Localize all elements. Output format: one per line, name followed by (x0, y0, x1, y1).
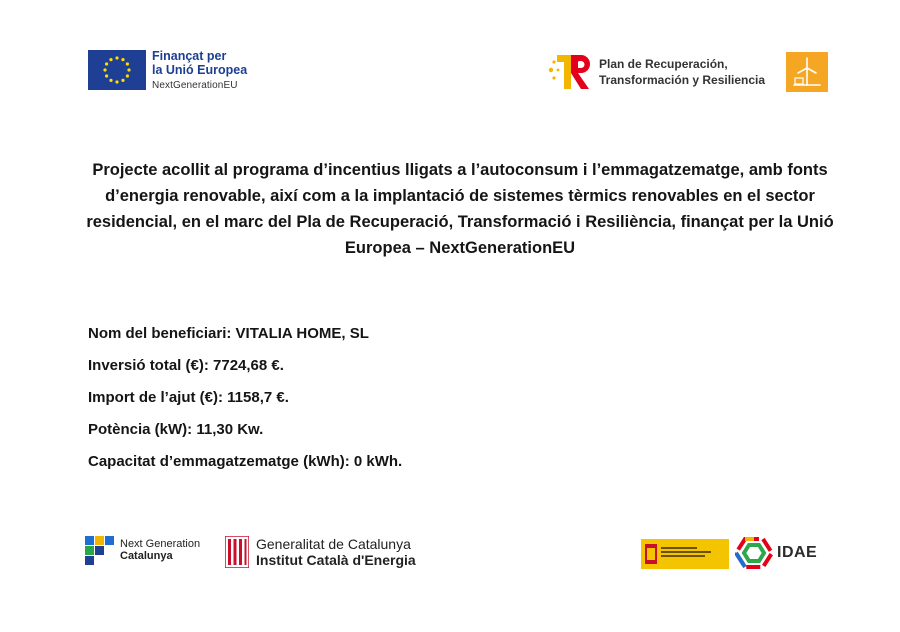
prtr-logo-icon (547, 50, 593, 94)
spain-ministry-icon (641, 539, 729, 569)
total-investment: Inversió total (€): 7724,68 €. (88, 357, 284, 374)
ngc-line1: Next Generation (120, 538, 201, 551)
idae-logo (735, 537, 817, 569)
aid-amount: Import de l’ajut (€): 1158,7 €. (88, 389, 289, 406)
eu-logo-line3: NextGenerationEU (152, 79, 238, 91)
prtr-logo (547, 50, 765, 94)
storage-capacity: Capacitat d’emmagatzematge (kWh): 0 kWh. (88, 453, 403, 470)
prtr-logo-line1: Plan de Recuperación, (599, 56, 728, 71)
senyera-icon (225, 536, 249, 568)
next-generation-catalunya-logo (85, 536, 200, 566)
beneficiary-info (88, 318, 402, 478)
gencat-line1: Generalitat de Catalunya (256, 536, 411, 552)
eu-funding-logo (88, 50, 247, 91)
gencat-line2: Institut Català d'Energia (256, 552, 416, 569)
project-title: Projecte acollit al programa d’incentius lligats a l’autoconsum i l’emmagatzematge, amb fonts d’energia renovable, així com a la implantació de sistemes tèrmics renovables en el sector residencial, en el marc del Pla de Recuperació, Transformació i Resiliència, finançat per la Unió Europea – NextGenerationEU (86, 161, 834, 257)
wind-turbine-icon (786, 52, 828, 92)
ngc-squares-icon (85, 536, 115, 566)
eu-logo-line2: la Unió Europea (152, 62, 248, 77)
prtr-logo-line2: Transformación y Resiliencia (599, 73, 766, 87)
generalitat-icaen-logo (225, 536, 416, 568)
power: Potència (kW): 11,30 Kw. (88, 421, 264, 438)
idae-hexagon-icon (735, 537, 773, 569)
eu-flag-icon (88, 50, 146, 90)
eu-logo-line1: Finançat per (152, 49, 227, 63)
beneficiary-name: Nom del beneficiari: VITALIA HOME, SL (88, 325, 369, 342)
idae-wordmark: IDAE (777, 544, 818, 561)
ngc-line2: Catalunya (120, 550, 173, 562)
